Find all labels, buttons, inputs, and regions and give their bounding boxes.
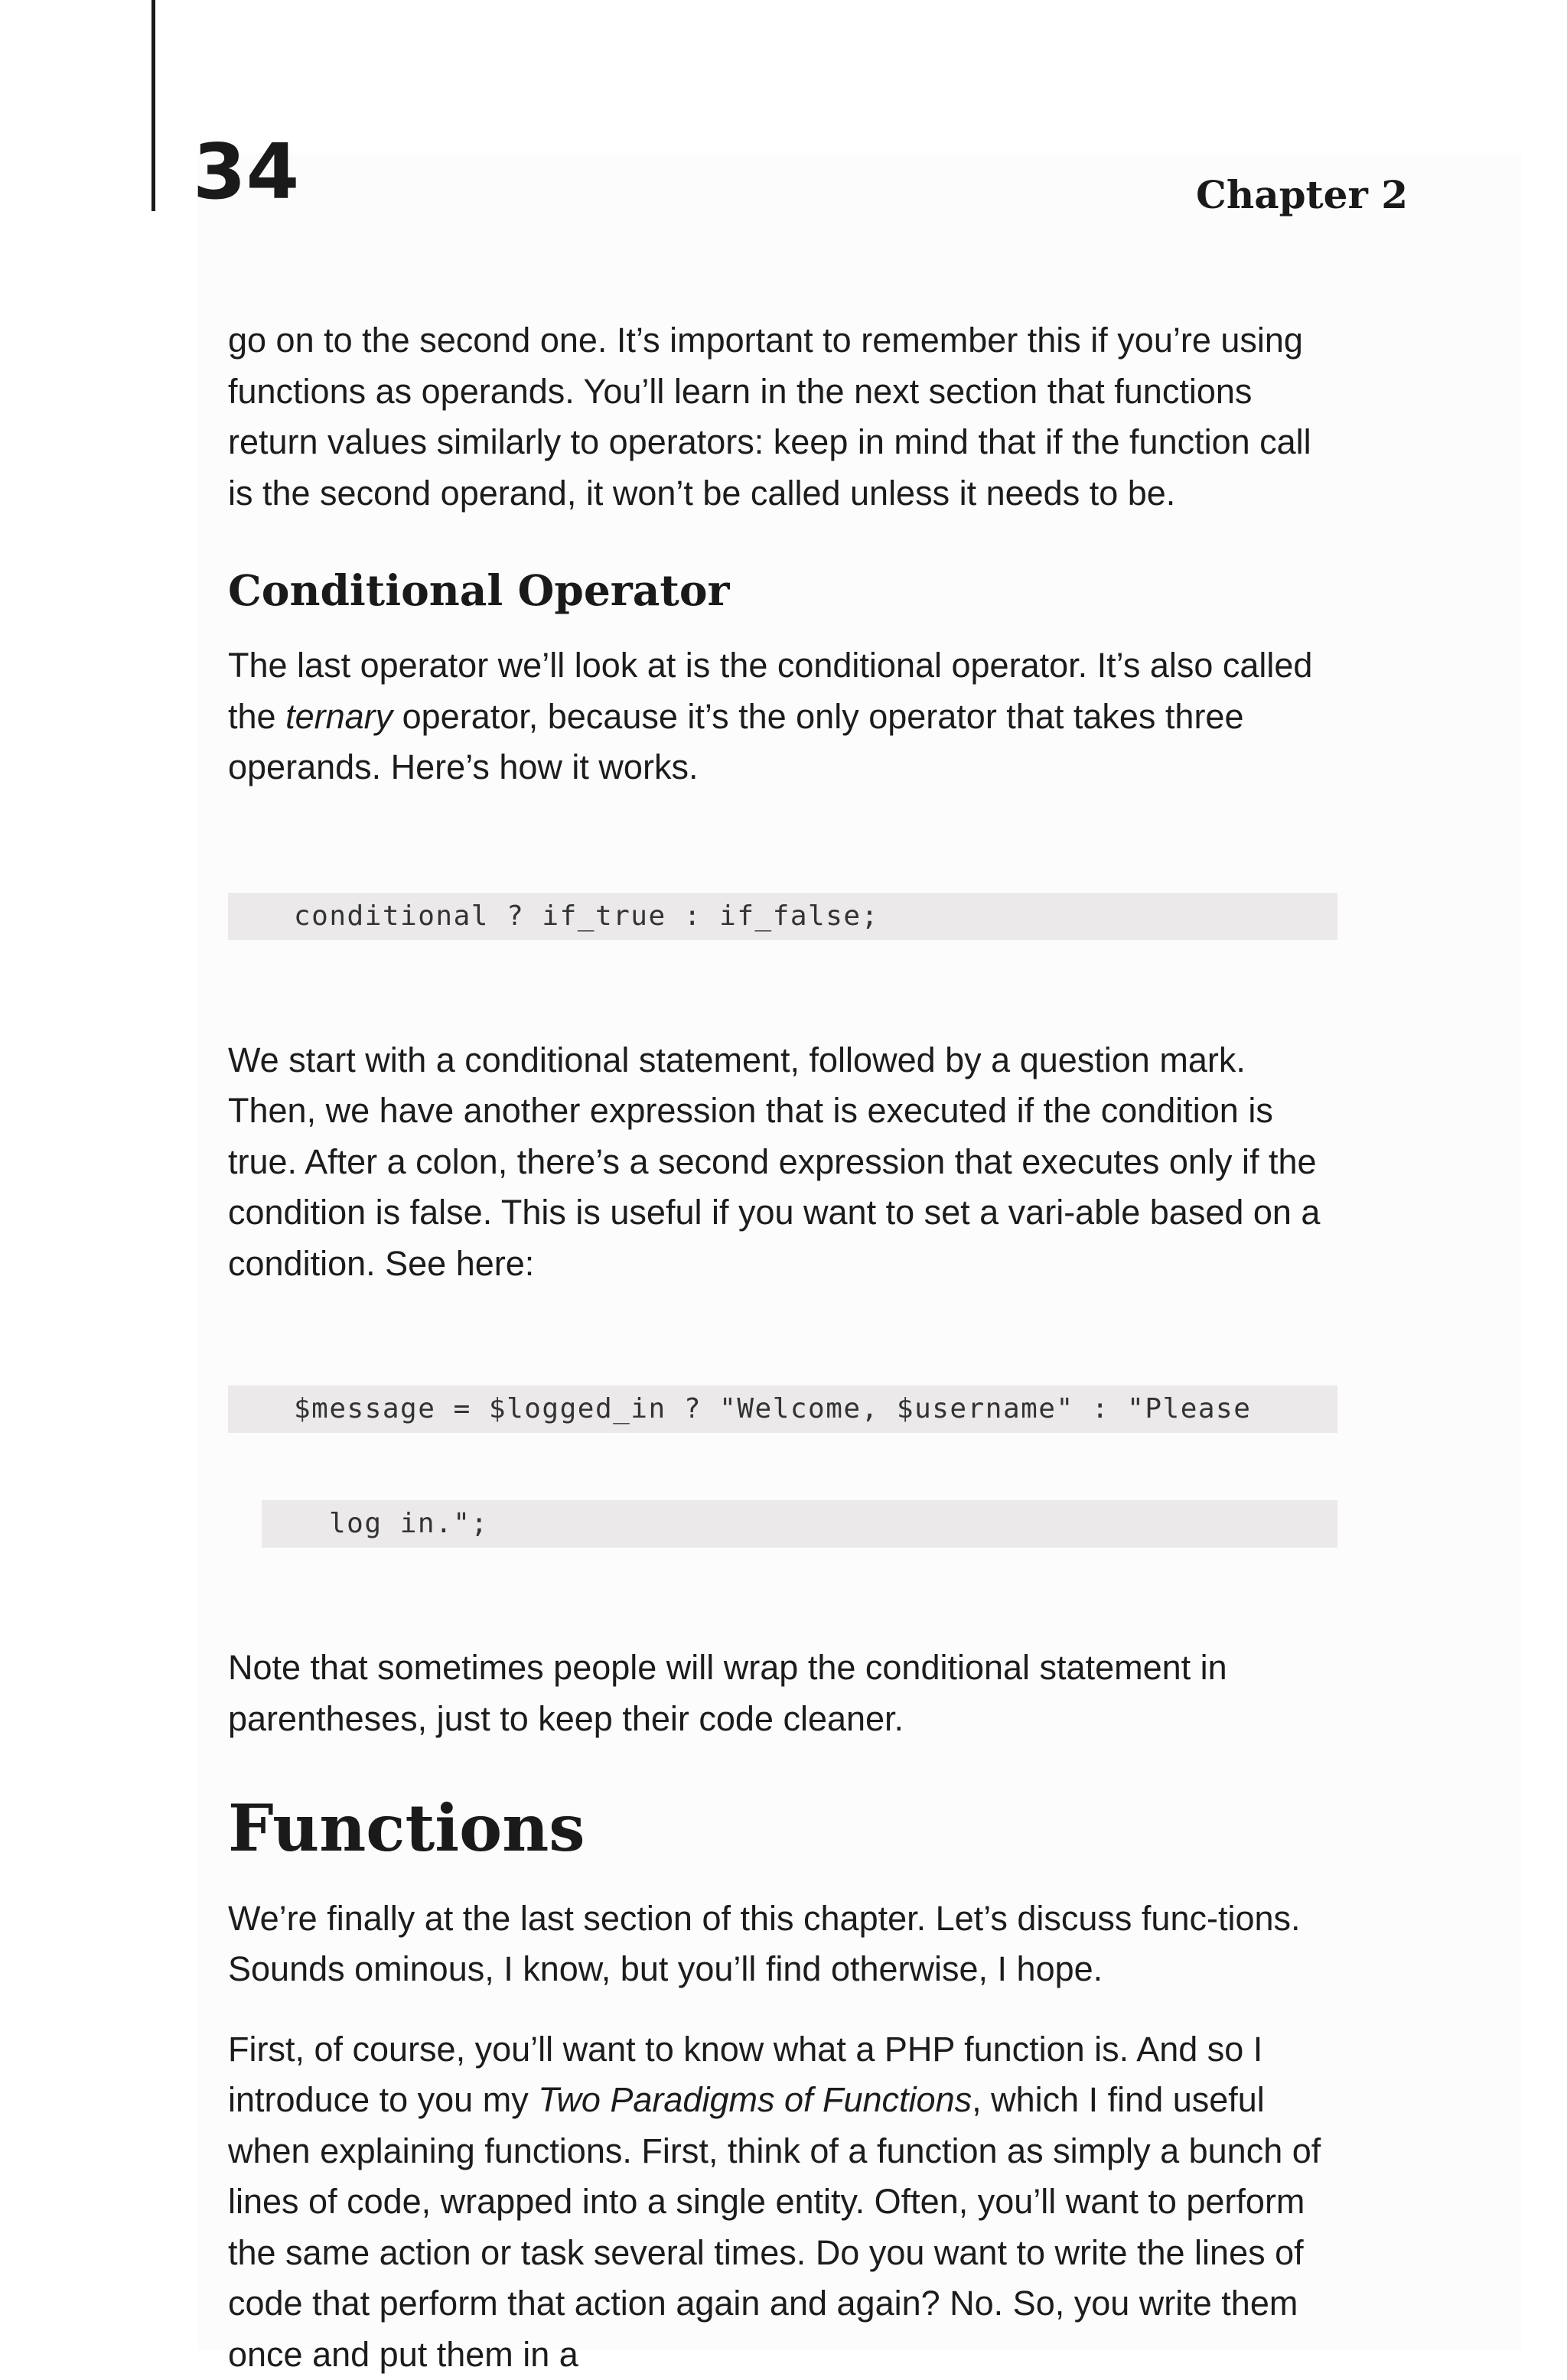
emphasis-text: ternary [285,696,393,736]
paragraph-text: The last operator we’ll look at is the conditional operator. It’s also called the [228,646,1313,736]
paragraph: Note that sometimes people will wrap the conditional statement in parentheses, just to keep their code cleaner. [228,1648,1227,1738]
paragraph-text: operator, because it’s the only operator that takes three operands. Here’s how it works. [228,696,1244,786]
code-line: $message = $logged_in ? "Welcome, $username" : "Please [228,1385,1337,1433]
paragraph-text: , which I find useful when explaining functions. First, think of a function as simply a bunch of lines of code, wrapped into a single entity. Often, you’ll want to perform the same action or task several times. Do you want to write the lines of code that perform that action again and again? No. So, you write them once and put them in a [228,2080,1321,2374]
paragraph: go on to the second one. It’s important to remember this if you’re using functions as operands. You’ll learn in the next section that functions return values similarly to operators: keep in mind that if the function call is the second operand, it won’t be called unless it needs to be. [228,321,1311,513]
code-line: conditional ? if_true : if_false; [228,893,1337,940]
paragraph-text: First, of course, you’ll want to know what a PHP function is. And so I introduce to you my [228,2029,1263,2120]
page-number: 34 [193,127,300,217]
margin-rule [151,0,155,211]
paragraph: We start with a conditional statement, followed by a question mark. Then, we have another expression that is executed if the condition is true. After a colon, there’s a second expression that executes only if the condition is false. This is useful if you want to set a vari-able based on a condition. See here: [228,1040,1321,1283]
section-heading-functions: Functions [228,1790,585,1866]
running-head-chapter: Chapter 2 [1196,172,1408,217]
code-line: log in."; [262,1500,1337,1548]
subheading-conditional-operator: Conditional Operator [228,565,730,615]
paragraph [228,640,1337,793]
page-content [228,315,1337,2380]
code-block [228,1323,1337,1610]
paragraph [228,2024,1337,2380]
emphasis-text: Two Paradigms of Functions [538,2080,972,2120]
code-block [228,830,1337,1003]
paragraph: We’re finally at the last section of this chapter. Let’s discuss func-tions. Sounds ominous, I know, but you’ll find otherwise, I hope. [228,1898,1301,1989]
